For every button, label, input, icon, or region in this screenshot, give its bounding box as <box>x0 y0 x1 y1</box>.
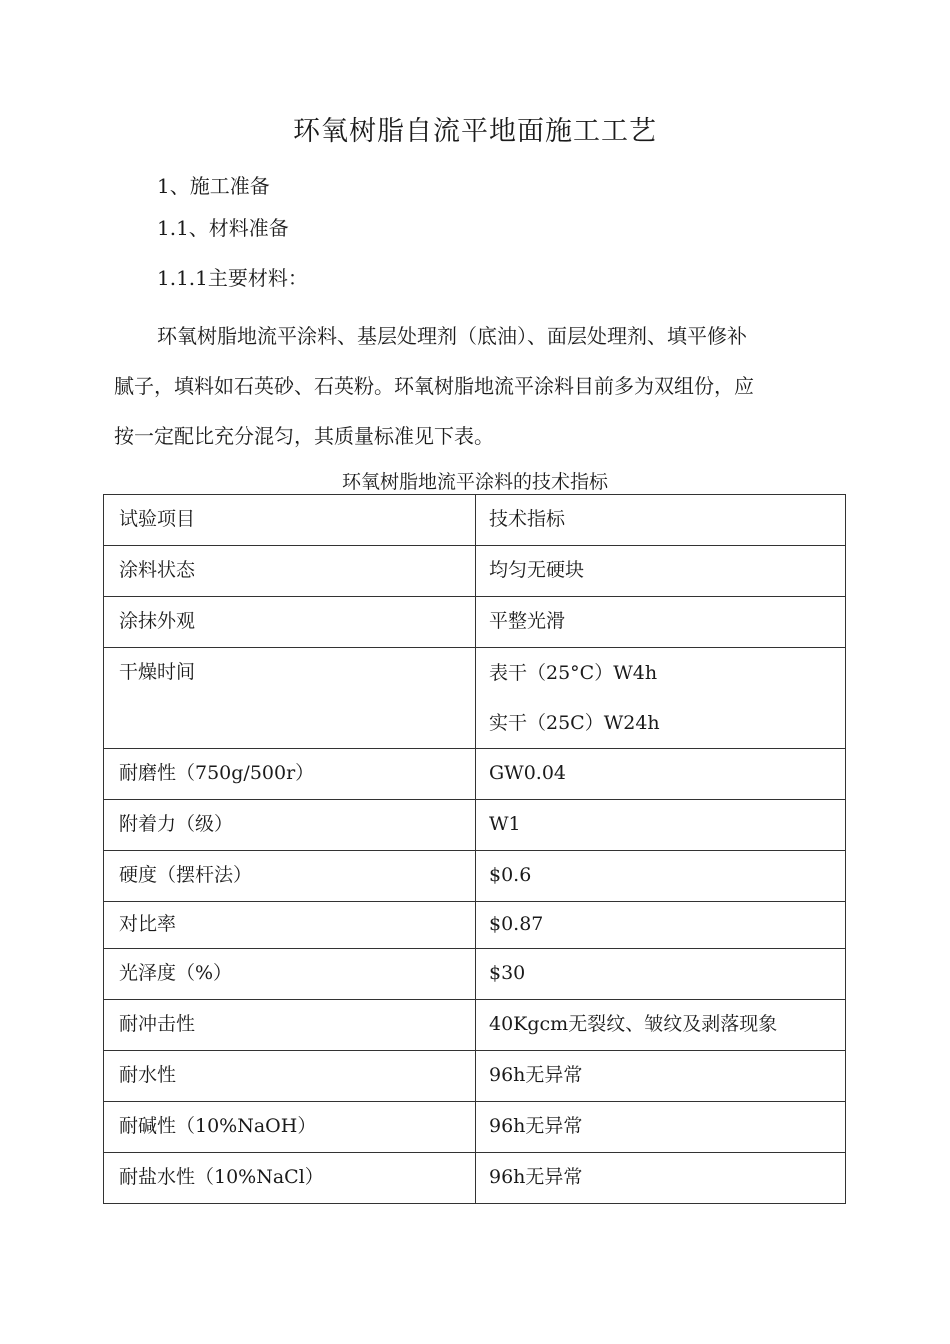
item-cell: 光泽度（%） <box>104 949 476 1000</box>
spec-cell: 40Kgcm无裂纹、皱纹及剥落现象 <box>476 1000 846 1051</box>
spec-cell: GW0.04 <box>476 749 846 800</box>
item-cell: 耐磨性（750g/500r） <box>104 749 476 800</box>
item-cell: 干燥时间 <box>104 648 476 749</box>
item-cell: 耐水性 <box>104 1051 476 1102</box>
table-row <box>104 851 846 902</box>
paragraph-line: 按一定配比充分混匀，其质量标准见下表。 <box>114 424 494 448</box>
table-row <box>104 902 846 949</box>
table-row <box>104 749 846 800</box>
item-cell: 涂料状态 <box>104 546 476 597</box>
spec-cell: $30 <box>476 949 846 1000</box>
spec-cell: 96h无异常 <box>476 1051 846 1102</box>
item-cell: 涂抹外观 <box>104 597 476 648</box>
table-row <box>104 1051 846 1102</box>
table-row <box>104 1102 846 1153</box>
header-cell-spec: 技术指标 <box>476 495 846 546</box>
spec-cell: 均匀无硬块 <box>476 546 846 597</box>
spec-table <box>103 494 846 1204</box>
item-cell: 对比率 <box>104 902 476 949</box>
table-caption: 环氧树脂地流平涂料的技术指标 <box>341 471 608 493</box>
spec-cell: 平整光滑 <box>476 597 846 648</box>
paragraph-line: 环氧树脂地流平涂料、基层处理剂（底油）、面层处理剂、填平修补 <box>157 324 747 348</box>
table-row <box>104 1000 846 1051</box>
spec-cell: 96h无异常 <box>476 1102 846 1153</box>
document-title: 环氧树脂自流平地面施工工艺 <box>293 116 657 147</box>
item-cell: 耐冲击性 <box>104 1000 476 1051</box>
section-heading-1-1: 1.1、材料准备 <box>157 216 289 240</box>
spec-line: 表干（25°C）W4h <box>489 662 658 684</box>
header-cell-item: 试验项目 <box>104 495 476 546</box>
spec-cell: W1 <box>476 800 846 851</box>
item-cell: 硬度（摆杆法） <box>104 851 476 902</box>
spec-cell: $0.6 <box>476 851 846 902</box>
section-heading-1-1-1: 1.1.1主要材料： <box>157 266 308 290</box>
table-row <box>104 800 846 851</box>
table-row <box>104 949 846 1000</box>
table-row <box>104 1153 846 1204</box>
section-heading-1: 1、施工准备 <box>157 174 270 198</box>
item-cell: 耐盐水性（10%NaCl） <box>104 1153 476 1204</box>
spec-cell: $0.87 <box>476 902 846 949</box>
spec-line: 实干（25C）W24h <box>489 712 660 734</box>
table-row <box>104 597 846 648</box>
spec-cell <box>476 648 846 749</box>
table-header-row <box>104 495 846 546</box>
spec-cell: 96h无异常 <box>476 1153 846 1204</box>
item-cell: 附着力（级） <box>104 800 476 851</box>
paragraph-line: 腻子，填料如石英砂、石英粉。环氧树脂地流平涂料目前多为双组份，应 <box>114 374 754 398</box>
item-cell: 耐碱性（10%NaOH） <box>104 1102 476 1153</box>
table-row <box>104 648 846 749</box>
materials-paragraph <box>114 311 834 461</box>
table-row <box>104 546 846 597</box>
